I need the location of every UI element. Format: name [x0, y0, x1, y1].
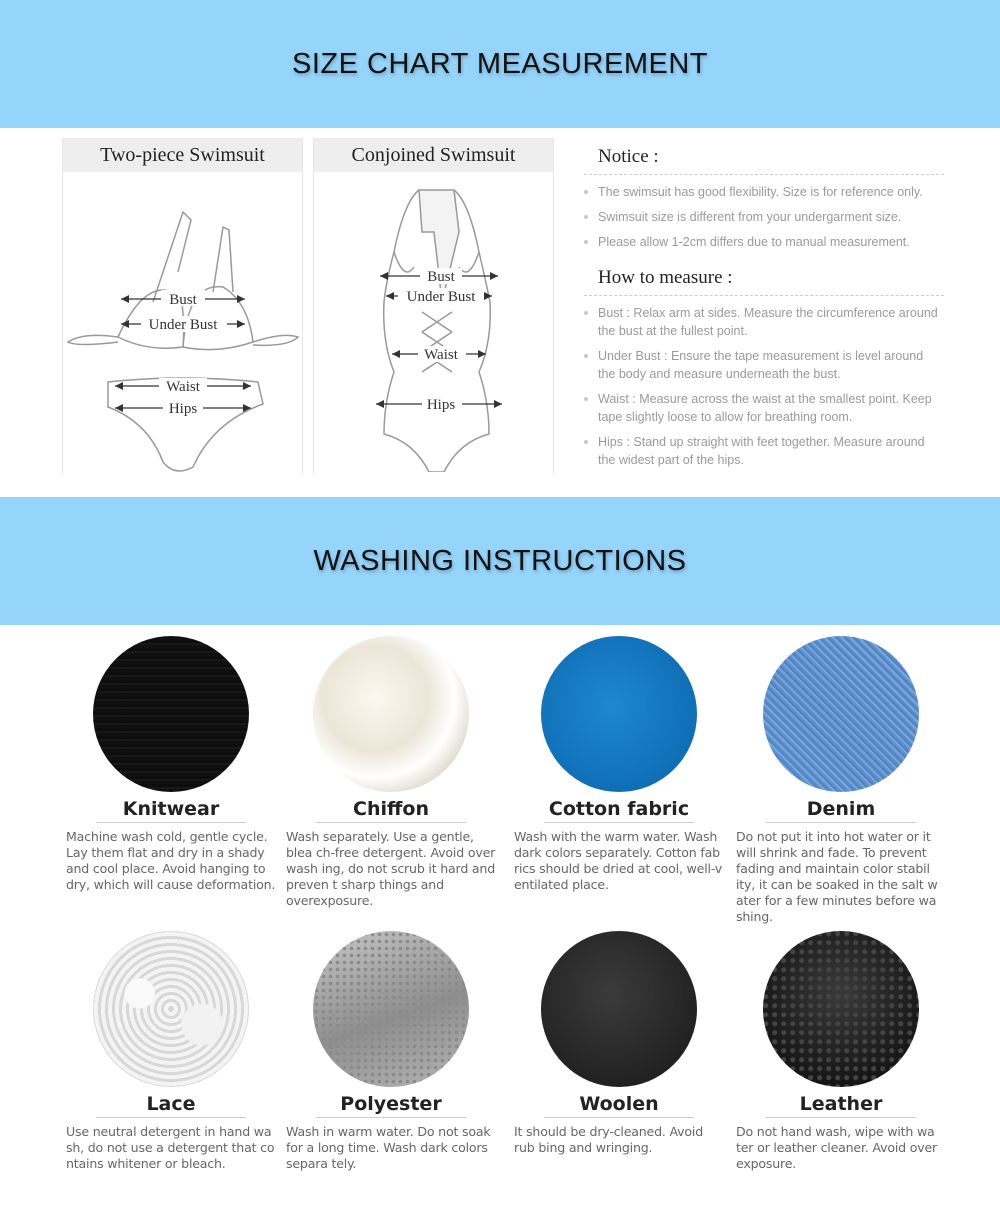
fabric-card-leather [736, 931, 946, 1172]
fabric-card-lace [66, 931, 276, 1172]
cotton-swatch [541, 636, 697, 792]
fabric-description: Wash in warm water. Do not soak for a long time. Wash dark colors separa tely. [286, 1124, 491, 1171]
polyester-swatch [313, 931, 469, 1087]
how-to-measure-list [584, 304, 944, 469]
washing-instructions-banner [0, 497, 1000, 625]
fabric-description: Wash with the warm water. Wash dark colors separately. Cotton fab rics should be dried at cool, well-v entilated place. [514, 829, 723, 892]
knitwear-swatch [93, 636, 249, 792]
notice-block [584, 146, 944, 258]
fabric-description: It should be dry-cleaned. Avoid rub bing and wringing. [514, 1124, 704, 1155]
size-chart-title: SIZE CHART MEASUREMENT [292, 47, 708, 80]
conjoined-underbust-label: Under Bust [406, 289, 476, 305]
conjoined-waist-label: Waist [424, 347, 458, 363]
fabric-description: Do not put it into hot water or it will shrink and fade. To prevent fading and maintain color stabil ity, it can be soaked in the salt w ater for a few minutes before wa shing. [736, 829, 938, 924]
fabric-name: Leather [766, 1093, 916, 1118]
fabric-description: Use neutral detergent in hand wa sh, do not use a detergent that co ntains whitener or bleach. [66, 1124, 275, 1171]
fabric-name: Lace [96, 1093, 246, 1118]
fabric-name: Denim [766, 798, 916, 823]
conjoined-diagram [313, 138, 554, 474]
conjoined-bust-label: Bust [427, 269, 455, 285]
measure-item-waist: Waist : Measure across the waist at the smallest point. Keep tape slightly loose to allow for breathing room. [584, 390, 944, 426]
fabric-card-woolen [514, 931, 724, 1156]
size-chart-banner [0, 0, 1000, 128]
notice-list [584, 183, 944, 251]
conjoined-hips-label: Hips [426, 397, 456, 413]
how-to-measure-title: How to measure : [584, 267, 944, 296]
fabric-name: Woolen [544, 1093, 694, 1118]
two-piece-waist-label: Waist [166, 379, 200, 395]
measure-item-bust: Bust : Relax arm at sides. Measure the circumference around the bust at the fullest point. [584, 304, 944, 340]
fabric-description: Machine wash cold, gentle cycle. Lay them flat and dry in a shady and cool place. Avoid hanging to dry, which will cause deformation. [66, 829, 276, 892]
denim-swatch [763, 636, 919, 792]
woolen-swatch [541, 931, 697, 1087]
two-piece-title: Two-piece Swimsuit [63, 138, 302, 172]
notice-item: Swimsuit size is different from your undergarment size. [584, 208, 944, 226]
notice-item: The swimsuit has good flexibility. Size is for reference only. [584, 183, 944, 201]
conjoined-title: Conjoined Swimsuit [314, 138, 553, 172]
fabric-name: Knitwear [96, 798, 246, 823]
two-piece-underbust-label: Under Bust [148, 317, 218, 333]
leather-swatch [763, 931, 919, 1087]
measure-item-hips: Hips : Stand up straight with feet together. Measure around the widest part of the hips. [584, 433, 944, 469]
fabric-name: Chiffon [316, 798, 466, 823]
fabric-description: Do not hand wash, wipe with wa ter or leather cleaner. Avoid over exposure. [736, 1124, 938, 1171]
conjoined-swimsuit-illustration [314, 172, 553, 472]
fabric-description: Wash separately. Use a gentle, blea ch-free detergent. Avoid over wash ing, do not scrub it hard and preven t sharp things and overexposure. [286, 829, 496, 908]
two-piece-swimsuit-illustration [63, 172, 302, 472]
fabric-name: Polyester [316, 1093, 466, 1118]
notice-title: Notice : [584, 146, 944, 175]
measure-item-under-bust: Under Bust : Ensure the tape measurement is level around the body and measure underneath the bust. [584, 347, 944, 383]
two-piece-bust-label: Bust [169, 292, 197, 308]
fabric-card-polyester [286, 931, 496, 1172]
two-piece-hips-label: Hips [168, 401, 198, 417]
washing-instructions-title: WASHING INSTRUCTIONS [313, 544, 687, 577]
chiffon-swatch [313, 636, 469, 792]
how-to-measure-block [584, 267, 944, 476]
fabric-card-cotton [514, 636, 724, 893]
fabric-card-chiffon [286, 636, 496, 909]
fabric-card-knitwear [66, 636, 276, 893]
lace-swatch [93, 931, 249, 1087]
notice-item: Please allow 1-2cm differs due to manual measurement. [584, 233, 944, 251]
two-piece-diagram [62, 138, 303, 474]
fabric-name: Cotton fabric [544, 798, 694, 823]
fabric-card-denim [736, 636, 946, 925]
